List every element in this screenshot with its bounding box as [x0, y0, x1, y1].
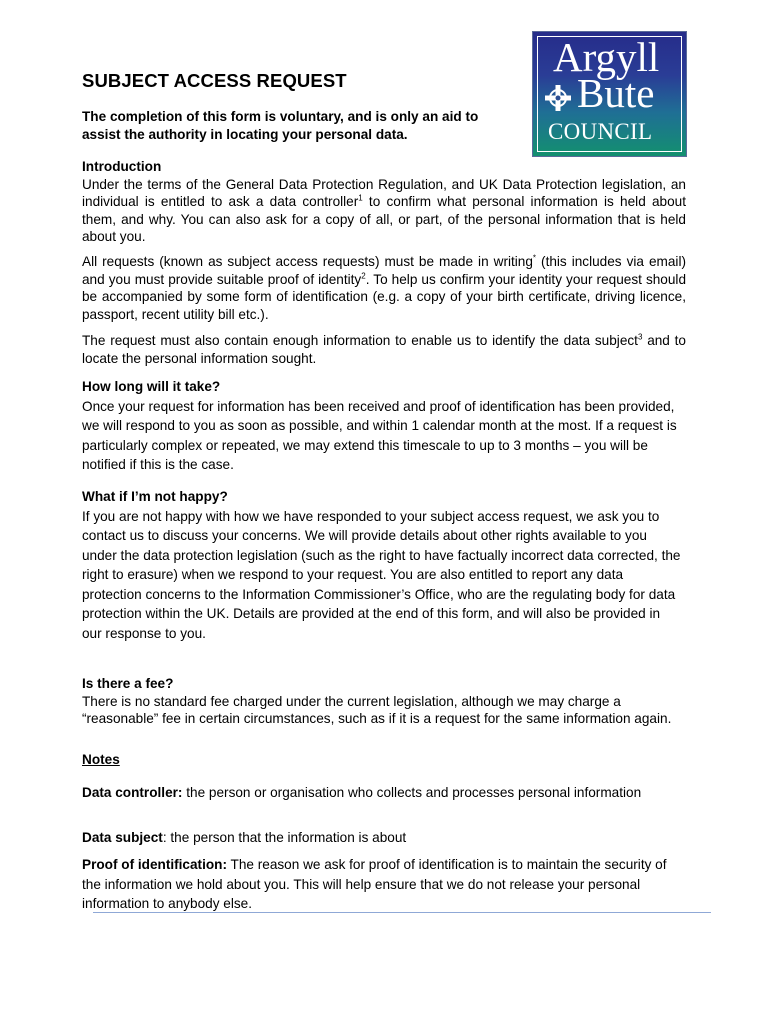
note-proof-of-identification: Proof of identification: The reason we ask for proof of identification is to maintain the security of the information we hold about you. This will help ensure that we do not release your personal information to anybody else. — [82, 857, 667, 911]
fee-heading: Is there a fee? — [82, 676, 174, 691]
note-data-subject: Data subject: the person that the information is about — [82, 830, 407, 845]
celtic-cross-icon — [543, 83, 573, 113]
intro-heading: Introduction — [82, 159, 162, 174]
intro-paragraph-2: All requests (known as subject access requests) must be made in writing* (this includes via email) and you must provide suitable proof of identity$^2$. To help us confirm your identity your request should be accompanied by some form of identification (e.g. a copy of your birth certificate, driving licence, passport, recent utility bill etc.). — [82, 253, 686, 322]
intro-paragraph-1: Under the terms of the General Data Protection Regulation, and UK Data Protection legislation, an individual is entitled to ask a data controller$^1$ to confirm what personal information is held about them, and why. You can also ask for a copy of all, or part, of the personal information that is held about you. — [82, 176, 686, 244]
not-happy-text: If you are not happy with how we have responded to your subject access request, we ask you to contact us to discuss your concerns. We will provide details about other rights available to you under the data protection legislation (such as the right to have factually incorrect data corrected, the right to erasure) when we respond to your request. You are also entitled to report any data protection concerns to the Information Commissioner’s Office, who are the regulating body for data protection within the UK. Details are provided at the end of this form, and will also be provided in our response to you. — [82, 508, 681, 641]
logo-word-argyll: Argyll — [553, 34, 660, 80]
note-data-controller: Data controller: the person or organisation who collects and processes personal information — [82, 785, 642, 800]
logo-word-bute: Bute — [577, 70, 655, 116]
not-happy-section — [82, 488, 682, 643]
footer-divider — [93, 912, 711, 913]
page-title: SUBJECT ACCESS REQUEST — [82, 70, 347, 91]
how-long-section — [82, 378, 692, 475]
lead-statement: The completion of this form is voluntary, and is only an aid to assist the authority in locating your personal data. — [82, 109, 479, 142]
intro-paragraph-3: The request must also contain enough information to enable us to identify the data subject$^3$ and to locate the personal information sought. — [82, 332, 686, 366]
council-logo — [533, 32, 686, 156]
intro-section — [82, 158, 686, 246]
notes-heading: Notes — [82, 752, 120, 767]
fee-section — [82, 675, 692, 728]
how-long-heading: How long will it take? — [82, 379, 221, 394]
how-long-text: Once your request for information has been received and proof of identification has been provided, we will respond to you as soon as possible, and within 1 calendar month at the most. If a request is particularly complex or repeated, we may extend this timescale to up to 3 months – you will be notified if this is the case. — [82, 398, 677, 472]
fee-text: There is no standard fee charged under the current legislation, although we may charge a “reasonable” fee in certain circumstances, such as if it is a request for the same information again. — [82, 693, 672, 726]
not-happy-heading: What if I’m not happy? — [82, 489, 228, 504]
logo-word-council: COUNCIL — [548, 119, 653, 144]
